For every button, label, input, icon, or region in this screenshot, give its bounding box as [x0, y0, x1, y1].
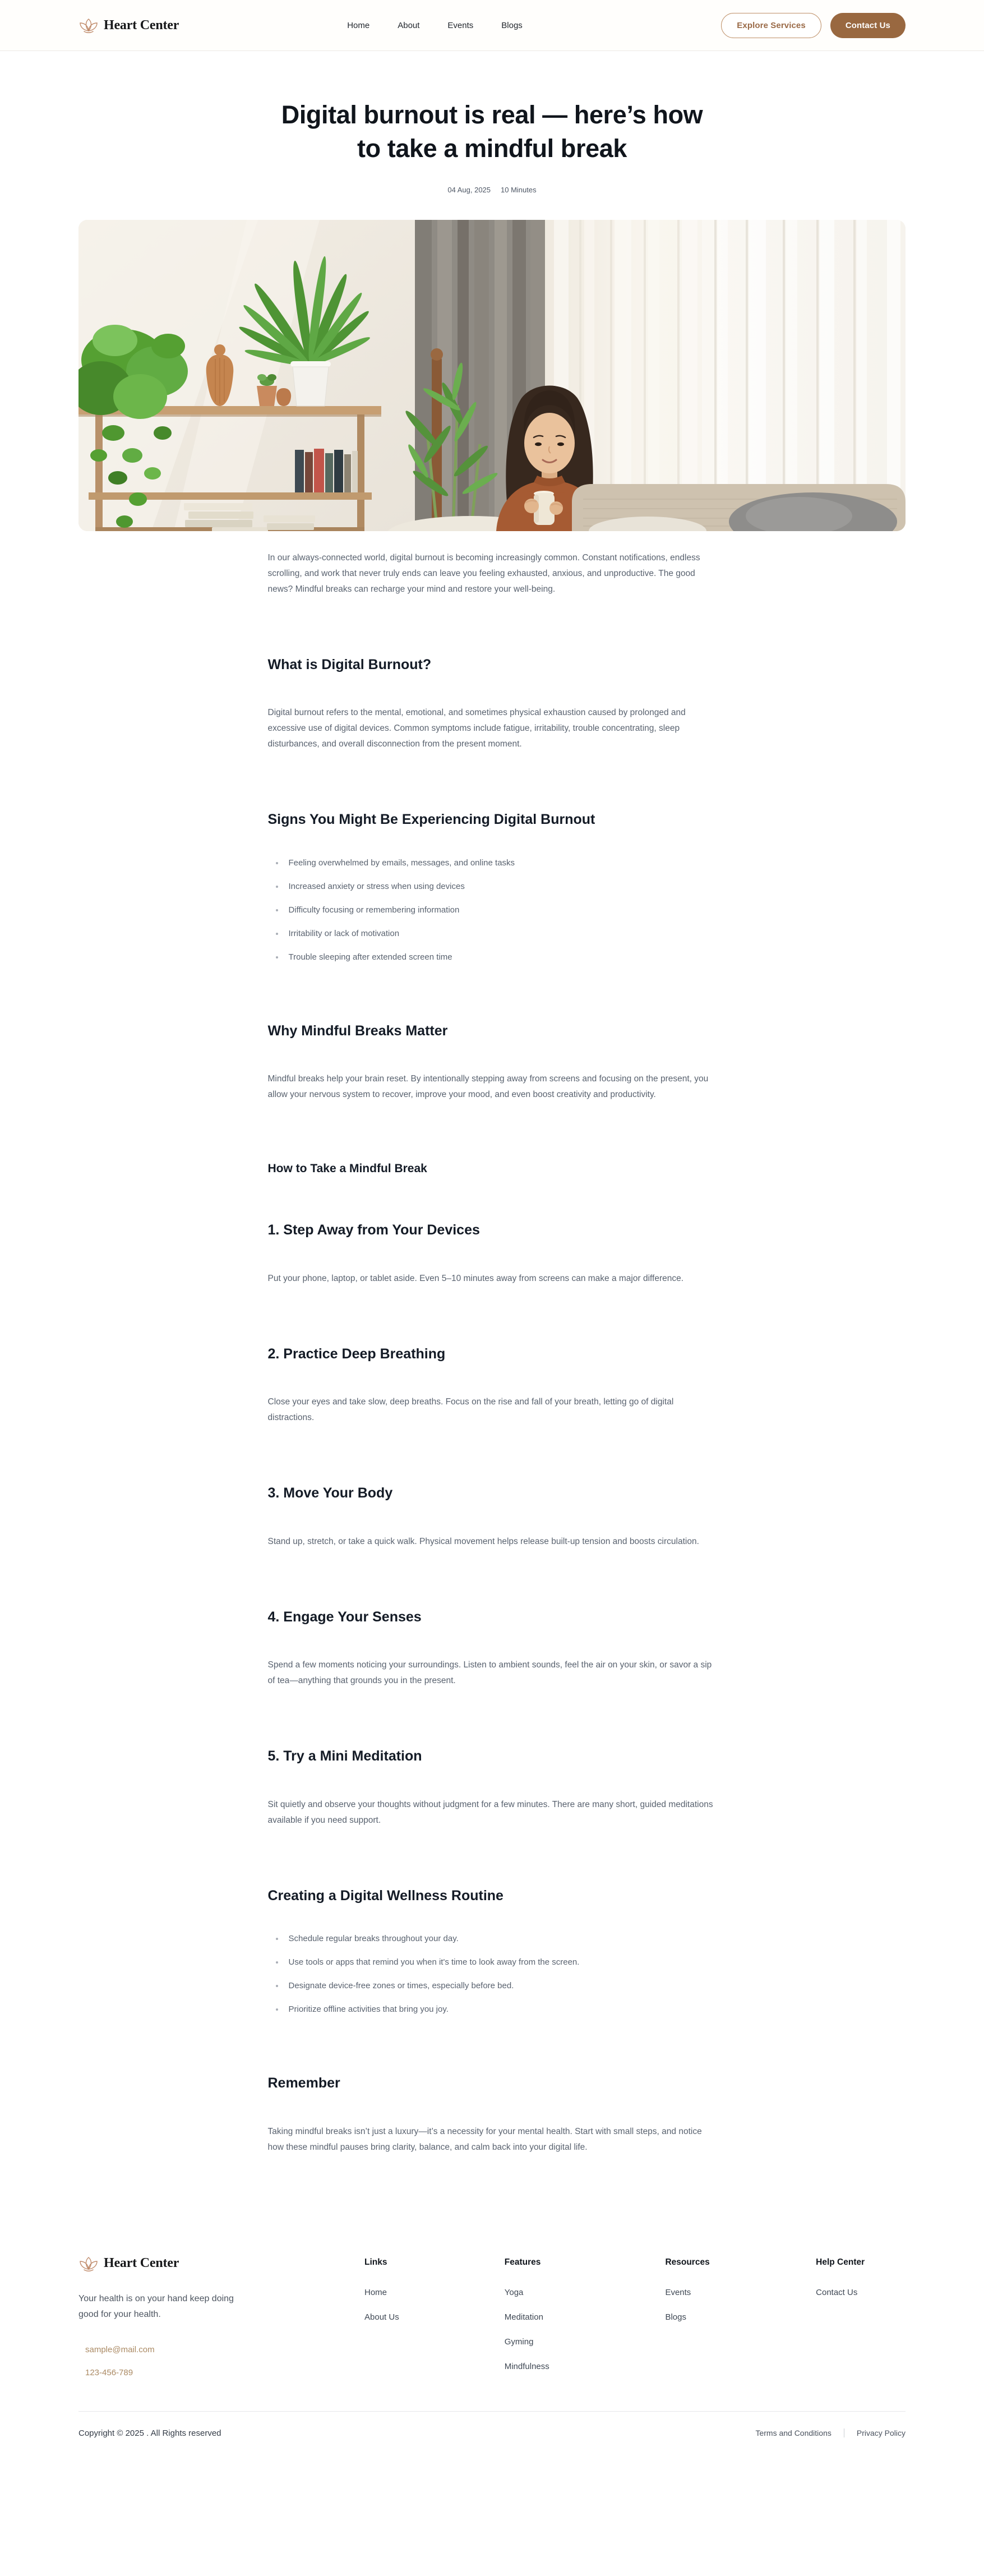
- list-item-text: Difficulty focusing or remembering information: [288, 905, 460, 915]
- header-actions: [721, 13, 906, 38]
- footer-link-meditation[interactable]: Meditation: [504, 2312, 543, 2322]
- article-body: [268, 550, 717, 2155]
- nav-about[interactable]: About: [398, 20, 420, 30]
- lotus-flower-icon: [78, 17, 99, 34]
- footer-brand-name: Heart Center: [104, 2256, 179, 2271]
- bullet-dot: [276, 933, 278, 935]
- footer-link-mindfulness[interactable]: Mindfulness: [504, 2361, 549, 2371]
- footer-column-resources: [665, 2255, 816, 2337]
- footer-column-features: [505, 2255, 666, 2386]
- bullet-dot: [276, 1985, 278, 1987]
- section-subheading: How to Take a Mindful Break: [267, 1162, 427, 1176]
- list-item-text: Use tools or apps that remind you when it's time to look away from the screen.: [288, 1957, 580, 1967]
- bullet-dot: [276, 886, 278, 888]
- footer-column-title: Resources: [665, 2257, 710, 2267]
- section-paragraph: Digital burnout refers to the mental, emotional, and sometimes physical exhaustion caused by prolonged and excessive use of digital devices. Common symptoms include fatigue, irritability, trouble concentrating, sleep disturbances, and overall disconnection from the present moment.: [267, 708, 686, 749]
- section-heading: Signs You Might Be Experiencing Digital Burnout: [267, 812, 595, 828]
- brand-logo[interactable]: [78, 17, 179, 34]
- list-item-text: Increased anxiety or stress when using devices: [288, 881, 465, 891]
- footer-link-yoga[interactable]: Yoga: [504, 2287, 524, 2297]
- section-wellness-routine: [268, 1887, 717, 2016]
- section-paragraph: Mindful breaks help your brain reset. By intentionally stepping away from screens and focusing on the present, you allow your nervous system to recover, improve your mood, and even boost creativity and productivity.: [267, 1074, 709, 1100]
- section-paragraph: Spend a few moments noticing your surroundings. Listen to ambient sounds, feel the air on your skin, or savor a sip of tea—anything that grounds you in the present.: [267, 1660, 712, 1686]
- section-why-mindful-breaks: [268, 1022, 717, 1103]
- top-navigation-bar: [0, 0, 984, 51]
- section-step-1: [268, 1221, 717, 1287]
- section-heading: 1. Step Away from Your Devices: [267, 1222, 480, 1238]
- footer-contact: [78, 2345, 269, 2377]
- list-item-text: Designate device-free zones or times, especially before bed.: [288, 1981, 514, 1991]
- lotus-flower-icon: [78, 2255, 99, 2272]
- section-paragraph: Stand up, stretch, or take a quick walk. Physical movement helps release built-up tension and boosts circulation.: [267, 1536, 699, 1546]
- section-how-to: [268, 1161, 717, 1176]
- footer-column-title: Features: [504, 2257, 541, 2267]
- footer-link-home[interactable]: Home: [364, 2287, 387, 2297]
- footer-phone-link[interactable]: 123-456-789: [85, 2367, 133, 2377]
- bullet-dot: [276, 862, 278, 864]
- privacy-policy-link[interactable]: Privacy Policy: [856, 2428, 906, 2438]
- footer-bottom-bar: [78, 2412, 906, 2438]
- brand-name: Heart Center: [104, 17, 179, 33]
- read-time: 10 Minutes: [501, 185, 537, 194]
- section-heading: What is Digital Burnout?: [267, 656, 432, 672]
- list-item: [276, 1956, 717, 1969]
- footer-email-link[interactable]: sample@mail.com: [85, 2344, 155, 2354]
- footer-link-events[interactable]: Events: [665, 2287, 691, 2297]
- list-item-text: Prioritize offline activities that bring you joy.: [288, 2004, 449, 2015]
- footer-link-blogs[interactable]: Blogs: [665, 2312, 686, 2322]
- page-title: Digital burnout is real — here’s how to take a mindful break: [281, 100, 703, 163]
- section-paragraph: Taking mindful breaks isn’t just a luxury—it’s a necessity for your mental health. Start with small steps, and notice how these mindful pauses bring clarity, balance, and calm back into your digital life.: [267, 2126, 702, 2152]
- section-what-is-digital-burnout: [268, 656, 717, 753]
- list-item: [276, 2003, 717, 2016]
- signs-list: [268, 857, 717, 964]
- list-item-text: Irritability or lack of motivation: [288, 928, 400, 938]
- footer-link-about-us[interactable]: About Us: [364, 2312, 399, 2322]
- list-item-text: Schedule regular breaks throughout your day.: [288, 1934, 459, 1944]
- footer-column-links: [364, 2255, 505, 2337]
- section-heading: Remember: [267, 2075, 340, 2091]
- footer-column-title: Help Center: [816, 2257, 865, 2267]
- section-signs: [268, 810, 717, 964]
- section-heading: 3. Move Your Body: [267, 1485, 393, 1501]
- bullet-dot: [276, 956, 278, 958]
- footer-column-help-center: [816, 2255, 906, 2312]
- section-heading: Creating a Digital Wellness Routine: [267, 1887, 503, 1904]
- section-paragraph: Close your eyes and take slow, deep breaths. Focus on the rise and fall of your breath, letting go of digital distractions.: [267, 1397, 674, 1423]
- terms-and-conditions-link[interactable]: Terms and Conditions: [755, 2428, 831, 2438]
- section-step-4: [268, 1608, 717, 1689]
- footer: [0, 2255, 984, 2463]
- routine-list: [268, 1933, 717, 2016]
- list-item-text: Feeling overwhelmed by emails, messages, and online tasks: [288, 858, 515, 868]
- publish-date: 04 Aug, 2025: [447, 185, 491, 194]
- list-item: [276, 904, 717, 916]
- section-heading: Why Mindful Breaks Matter: [267, 1022, 448, 1039]
- contact-us-button[interactable]: Contact Us: [830, 13, 906, 38]
- bullet-dot: [276, 1961, 278, 1964]
- bullet-dot: [276, 909, 278, 911]
- footer-brand-block: [78, 2255, 269, 2391]
- section-heading: 4. Engage Your Senses: [267, 1609, 422, 1625]
- section-step-2: [268, 1345, 717, 1426]
- section-remember: [268, 2074, 717, 2155]
- footer-column-title: Links: [364, 2257, 387, 2267]
- nav-home[interactable]: Home: [347, 20, 370, 30]
- footer-tagline: Your health is on your hand keep doing good for your health.: [78, 2293, 234, 2319]
- section-paragraph: Sit quietly and observe your thoughts without judgment for a few minutes. There are many short, guided meditations available if you need support.: [267, 1799, 713, 1825]
- footer-brand-logo[interactable]: [78, 2255, 269, 2272]
- footer-link-gyming[interactable]: Gyming: [504, 2337, 534, 2347]
- list-item: [276, 1980, 717, 1992]
- article-meta: [0, 186, 984, 194]
- list-item: [276, 857, 717, 869]
- footer-legal-links: [755, 2428, 906, 2437]
- bullet-dot: [276, 1938, 278, 1940]
- footer-link-contact-us[interactable]: Contact Us: [816, 2287, 858, 2297]
- list-item: [276, 928, 717, 940]
- section-step-5: [268, 1747, 717, 1828]
- copyright-text: Copyright © 2025 . All Rights reserved: [78, 2428, 221, 2438]
- nav-blogs[interactable]: Blogs: [501, 20, 523, 30]
- explore-services-button[interactable]: Explore Services: [721, 13, 821, 38]
- section-heading: 5. Try a Mini Meditation: [267, 1748, 422, 1764]
- footer-columns: [78, 2255, 906, 2391]
- list-item-text: Trouble sleeping after extended screen time: [288, 952, 452, 962]
- hero-image: [78, 220, 906, 531]
- bullet-dot: [276, 2008, 278, 2011]
- hero-image-illustration: [78, 220, 906, 531]
- intro-paragraph: In our always-connected world, digital burnout is becoming increasingly common. Constant notifications, endless scrolling, and work that never truly ends can leave you feeling exhausted, anxious, and unproductive. The good news? Mindful breaks can recharge your mind and restore your well-being.: [267, 552, 700, 594]
- section-step-3: [268, 1484, 717, 1550]
- section-heading: 2. Practice Deep Breathing: [267, 1345, 446, 1362]
- list-item: [276, 951, 717, 964]
- nav-events[interactable]: Events: [447, 20, 474, 30]
- article-hero: [0, 51, 984, 194]
- list-item: [276, 881, 717, 893]
- main-nav: [347, 21, 523, 30]
- section-paragraph: Put your phone, laptop, or tablet aside. Even 5–10 minutes away from screens can make a major difference.: [267, 1273, 684, 1283]
- list-item: [276, 1933, 717, 1945]
